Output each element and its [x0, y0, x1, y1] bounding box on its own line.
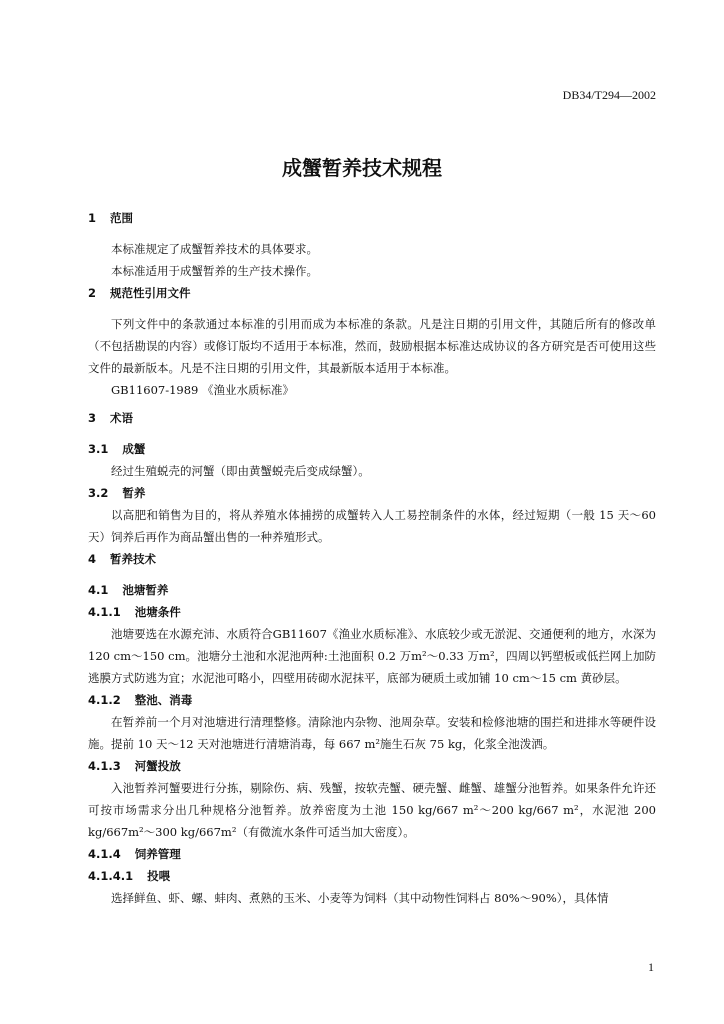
section-title: 暂养技术 [110, 552, 157, 566]
section-heading [88, 548, 656, 570]
section-title: 成蟹 [122, 442, 146, 456]
document-title: 成蟹暂养技术规程 [282, 156, 442, 180]
section-title: 规范性引用文件 [110, 286, 191, 300]
subsection-heading [88, 689, 656, 711]
section-title: 投喂 [147, 869, 171, 883]
section-number: 4.1 [88, 583, 109, 597]
paragraph: 经过生殖蜕壳的河蟹（即由黄蟹蜕壳后变成绿蟹）。 [111, 464, 370, 478]
section-number: 4.1.1 [88, 605, 121, 619]
section-number: 2 [88, 286, 97, 300]
section-heading [88, 282, 656, 304]
section-title: 术语 [110, 411, 134, 425]
section-heading [88, 207, 656, 229]
subsection-heading [88, 601, 656, 623]
section-number: 4.1.2 [88, 693, 121, 707]
paragraph: 本标准规定了成蟹暂养技术的具体要求。 [111, 242, 318, 256]
section-title: 池塘暂养 [122, 583, 169, 597]
section-number: 4.1.4.1 [88, 869, 134, 883]
section-number: 4.1.4 [88, 847, 121, 861]
paragraph: 下列文件中的条款通过本标准的引用而成为本标准的条款。凡是注日期的引用文件，其随后所有的修改单（不包括勘误的内容）或修订版均不适用于本标准，然而，鼓励根据本标准达成协议的各方研究是否可使用这些文件的最新版本。凡是不注日期的引用文件，其最新版本适用于本标准。 [88, 317, 656, 375]
subsection-heading [88, 438, 656, 460]
section-title: 整池、消毒 [134, 693, 193, 707]
paragraph: 在暂养前一个月对池塘进行清理整修。清除池内杂物、池周杂草。安装和检修池塘的围拦和进排水等硬件设施。提前 10 天～12 天对池塘进行清塘消毒，每 667 m²施生石灰 75 kg，化浆全池泼洒。 [88, 715, 656, 751]
section-number: 1 [88, 211, 97, 225]
section-title: 池塘条件 [134, 605, 181, 619]
page-number: 1 [648, 960, 654, 974]
standard-code: DB34/T294—2002 [562, 88, 656, 102]
section-number: 3 [88, 411, 97, 425]
section-number: 4.1.3 [88, 759, 121, 773]
section-title: 饲养管理 [134, 847, 181, 861]
subsection-heading [88, 843, 656, 865]
document-body [88, 207, 656, 909]
section-number: 4 [88, 552, 97, 566]
section-title: 河蟹投放 [134, 759, 181, 773]
section-title: 暂养 [122, 486, 146, 500]
paragraph: 选择鲜鱼、虾、螺、蚌肉、煮熟的玉米、小麦等为饲料（其中动物性饲料占 80%～90%），具体情 [111, 891, 609, 905]
paragraph: 以高肥和销售为目的，将从养殖水体捕捞的成蟹转入人工易控制条件的水体，经过短期（一般 15 天～60 天）饲养后再作为商品蟹出售的一种养殖形式。 [88, 508, 656, 544]
section-number: 3.2 [88, 486, 109, 500]
paragraph: 本标准适用于成蟹暂养的生产技术操作。 [111, 264, 318, 278]
subsection-heading [88, 482, 656, 504]
section-number: 3.1 [88, 442, 109, 456]
subsection-heading [88, 755, 656, 777]
section-heading [88, 407, 656, 429]
paragraph: 入池暂养河蟹要进行分拣，剔除伤、病、残蟹，按软壳蟹、硬壳蟹、雌蟹、雄蟹分池暂养。如果条件允许还可按市场需求分出几种规格分池暂养。放养密度为土池 150 kg/667 m²～200 kg/667 m²，水泥池 200 kg/667m²～300 kg/667m²（有微流水条件可适当加大密度）。 [88, 781, 656, 839]
section-title: 范围 [110, 211, 134, 225]
reference-item: GB11607-1989 《渔业水质标准》 [111, 383, 295, 397]
subsection-heading [88, 865, 656, 887]
paragraph: 池塘要选在水源充沛、水质符合GB11607《渔业水质标准》、水底较少或无淤泥、交通便利的地方，水深为 120 cm～150 cm。池塘分土池和水泥池两种:土池面积 0.2 万m²～0.33 万m²，四周以钙塑板或低拦网上加防逃膜方式防逃为宜；水泥池可略小，四壁用砖砌水泥抹平，底部为硬质土或加铺 10 cm～15 cm 黄砂层。 [88, 627, 656, 685]
subsection-heading [88, 579, 656, 601]
